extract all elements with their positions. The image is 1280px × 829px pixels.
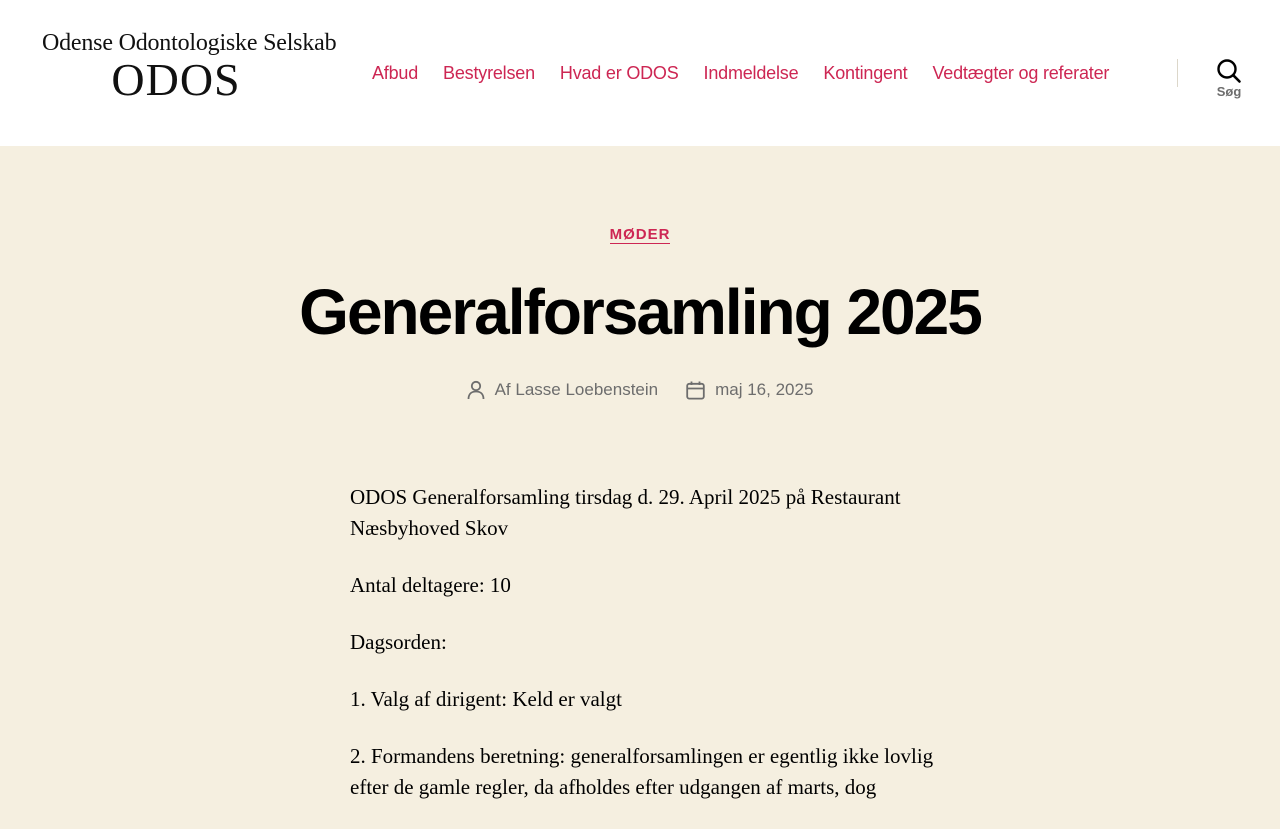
author-link[interactable]: Lasse Loebenstein [515, 380, 659, 399]
post-category [0, 226, 1280, 244]
post-title: Generalforsamling 2025 [299, 276, 981, 348]
nav-item-bestyrelsen[interactable]: Bestyrelsen [443, 63, 535, 83]
post-meta [0, 380, 1280, 400]
post-paragraph: 1. Valg af dirigent: Keld er valgt [350, 687, 622, 711]
site-logo[interactable] [42, 28, 337, 105]
nav-divider [1177, 59, 1178, 87]
calendar-icon [686, 381, 705, 400]
search-button[interactable] [1205, 58, 1253, 108]
post-author [467, 380, 659, 400]
post-paragraph: 2. Formandens beretning: generalforsamlingen er egentlig ikke lovlig efter de gamle regler, da afholdes efter udgangen af marts, dog [350, 744, 934, 799]
nav-item-vedtaegter[interactable]: Vedtægter og referater [932, 63, 1110, 83]
nav-item-indmeldelse[interactable]: Indmeldelse [703, 63, 799, 83]
post-paragraph: ODOS Generalforsamling tirsdag d. 29. April 2025 på Restaurant Næsbyhoved Skov [350, 485, 901, 540]
search-label: Søg [1216, 84, 1242, 99]
date-link[interactable]: maj 16, 2025 [715, 380, 814, 399]
category-link[interactable]: MØDER [609, 226, 671, 243]
post-paragraph: Dagsorden: [350, 630, 447, 654]
nav-item-kontingent[interactable]: Kontingent [823, 63, 908, 83]
logo-title: ODOS [111, 54, 241, 105]
post-paragraph: Antal deltagere: 10 [350, 573, 511, 597]
logo-subtitle: Odense Odontologiske Selskab [42, 30, 337, 56]
site-header [0, 0, 1280, 146]
search-icon [1216, 58, 1242, 84]
person-icon [467, 380, 485, 400]
nav-item-afbud[interactable]: Afbud [372, 63, 419, 83]
primary-nav [372, 62, 1109, 84]
post-body [350, 482, 940, 829]
nav-item-hvad-er-odos[interactable]: Hvad er ODOS [559, 63, 679, 83]
author-prefix: Af [494, 380, 516, 399]
post-date [686, 380, 813, 400]
